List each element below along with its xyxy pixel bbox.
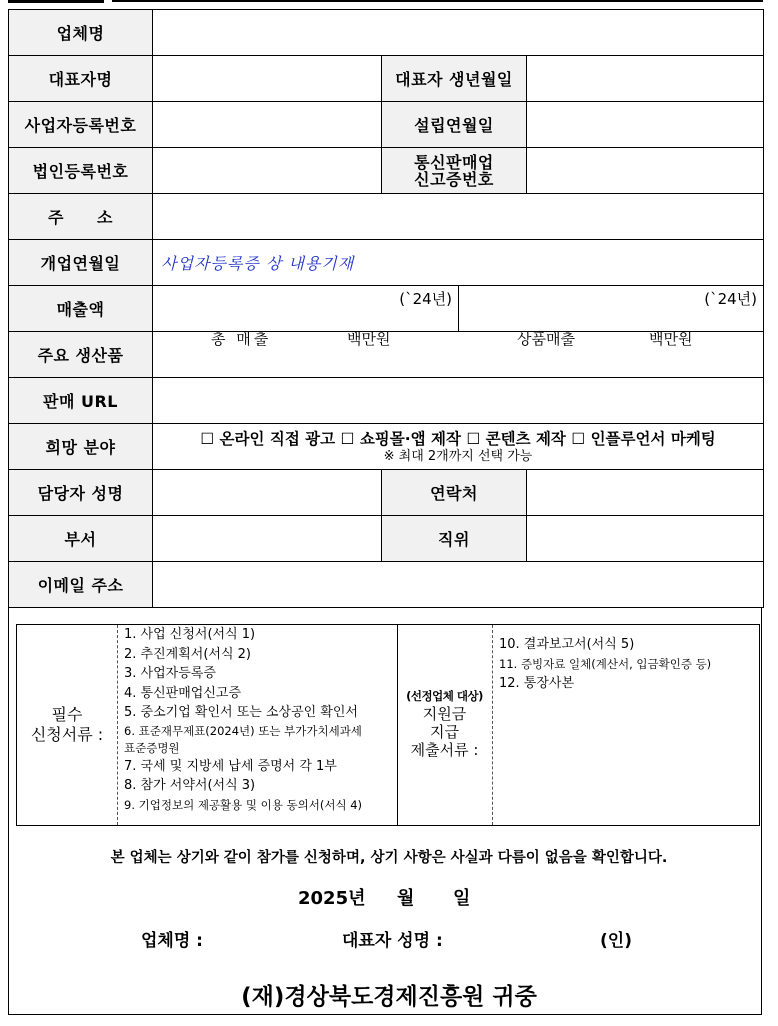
sales-goods-label: 상품매출 [517, 330, 575, 348]
row-hope-field [9, 424, 764, 470]
input-sales-total[interactable] [153, 286, 459, 348]
required-docs-label-cell [17, 625, 118, 825]
label-ceo-name: 대표자명 [9, 56, 153, 102]
sales-total-unit: 백만원 [347, 330, 391, 348]
row-email [9, 562, 764, 608]
required-doc-item: 9. 기업정보의 제공활용 및 이용 동의서(서식 4) [124, 797, 363, 812]
required-doc-item: 3. 사업자등록증 [124, 666, 216, 681]
label-position: 직위 [382, 516, 527, 562]
label-telecom-reg-line1: 통신판매업 [414, 152, 494, 172]
label-opening-date: 개업연월일 [9, 240, 153, 286]
label-biz-reg-no: 사업자등록번호 [9, 102, 153, 148]
date-day: 일 [453, 888, 471, 909]
required-docs-list-cell [117, 625, 398, 825]
required-docs-label-1: 필수 [51, 705, 83, 724]
label-company-name: 업체명 [9, 10, 153, 56]
input-opening-date[interactable] [153, 240, 764, 286]
payment-docs-label-3: 지급 [430, 723, 459, 741]
hope-options-checkboxes[interactable]: ☐ 온라인 직접 광고 ☐ 쇼핑몰·앱 제작 ☐ 콘텐츠 제작 ☐ 인플루언서 마케팅 [200, 429, 716, 448]
payment-docs-target: (선정업체 대상) [406, 689, 483, 703]
row-manager [9, 470, 764, 516]
required-doc-item: 8. 참가 서약서(서식 3) [124, 778, 256, 793]
addressee: (재)경상북도경제진흥원 귀중 [241, 984, 537, 1010]
payment-doc-item: 10. 결과보고서(서식 5) [499, 637, 635, 652]
required-doc-item: 4. 통신판매업신고증 [124, 685, 241, 701]
input-biz-reg-no[interactable] [153, 102, 382, 148]
required-docs-list [117, 625, 397, 815]
top-rule-right [112, 0, 763, 2]
top-rule-left [8, 0, 104, 3]
required-doc-item: 6. 표준재무제표(2024년) 또는 부가가치세과세 [124, 723, 362, 738]
payment-docs-label-cell [397, 625, 493, 825]
sales-total-label: 총 매출 [211, 330, 272, 348]
label-manager-name: 담당자 성명 [9, 470, 153, 516]
row-address [9, 194, 764, 240]
required-doc-item: 2. 추진계획서(서식 2) [124, 646, 251, 662]
opening-date-hint: 사업자등록증 상 내용기재 [161, 254, 355, 273]
row-sales [9, 286, 764, 332]
input-address[interactable] [153, 194, 764, 240]
label-contact: 연락처 [382, 470, 527, 516]
application-form-table [8, 9, 764, 608]
label-department: 부서 [9, 516, 153, 562]
input-position[interactable] [527, 516, 764, 562]
input-company-name[interactable] [153, 10, 764, 56]
confirmation-statement: 본 업체는 상기와 같이 참가를 신청하며, 상기 사항은 사실과 다름이 없음을 확인합니다. [110, 850, 668, 866]
label-main-product: 주요 생산품 [9, 332, 153, 378]
label-founded-date: 설립연월일 [382, 102, 527, 148]
label-corp-reg-no: 법인등록번호 [9, 148, 153, 194]
row-corp-reg [9, 148, 764, 194]
required-doc-item: 7. 국세 및 지방세 납세 증명서 각 1부 [124, 758, 337, 774]
input-corp-reg-no[interactable] [153, 148, 382, 194]
input-manager-name[interactable] [153, 470, 382, 516]
label-sales: 매출액 [9, 286, 153, 332]
label-hope-field: 희망 분야 [9, 424, 153, 470]
input-email[interactable] [153, 562, 764, 608]
row-sales-url [9, 378, 764, 424]
required-docs-label-2: 신청서류 : [30, 725, 104, 744]
required-doc-item-cont: 표준증명원 [124, 740, 180, 755]
input-sales-url[interactable] [153, 378, 764, 424]
sign-company-label: 업체명 : [141, 931, 203, 951]
label-email: 이메일 주소 [9, 562, 153, 608]
row-biz-reg [9, 102, 764, 148]
row-ceo [9, 56, 764, 102]
label-sales-url: 판매 URL [9, 378, 153, 424]
sales-goods-unit: 백만원 [649, 330, 693, 348]
hope-field-options[interactable] [153, 424, 764, 470]
input-ceo-birth[interactable] [527, 56, 764, 102]
payment-doc-item: 12. 통장사본 [499, 676, 575, 691]
row-opening-date [9, 240, 764, 286]
sign-seal: (인) [600, 931, 632, 951]
input-contact[interactable] [527, 470, 764, 516]
input-ceo-name[interactable] [153, 56, 382, 102]
payment-docs-list [492, 625, 759, 694]
sales-goods-year: (`24년) [704, 290, 757, 308]
label-telecom-reg-line2: 신고증번호 [414, 169, 494, 189]
payment-docs-list-cell [492, 625, 759, 825]
label-telecom-reg [382, 148, 527, 194]
input-department[interactable] [153, 516, 382, 562]
input-sales-goods[interactable] [459, 286, 764, 348]
required-doc-item: 1. 사업 신청서(서식 1) [124, 627, 256, 642]
label-address: 주 소 [9, 194, 153, 240]
date-year: 2025년 [298, 888, 366, 909]
label-ceo-birth: 대표자 생년월일 [382, 56, 527, 102]
payment-doc-item: 11. 증빙자료 일체(계산서, 입금확인증 등) [499, 656, 712, 671]
date-month: 월 [397, 888, 415, 909]
payment-docs-label-2: 지원금 [422, 705, 467, 723]
sign-ceo-label: 대표자 성명 : [342, 931, 443, 951]
documents-box [16, 624, 760, 826]
row-department [9, 516, 764, 562]
payment-docs-label-4: 제출서류 : [410, 741, 479, 759]
required-doc-item: 5. 중소기업 확인서 또는 소상공인 확인서 [124, 705, 358, 720]
input-telecom-reg[interactable] [527, 148, 764, 194]
hope-options-note: ※ 최대 2개까지 선택 가능 [383, 448, 533, 464]
input-founded-date[interactable] [527, 102, 764, 148]
sales-total-year: (`24년) [399, 290, 452, 308]
row-company [9, 10, 764, 56]
